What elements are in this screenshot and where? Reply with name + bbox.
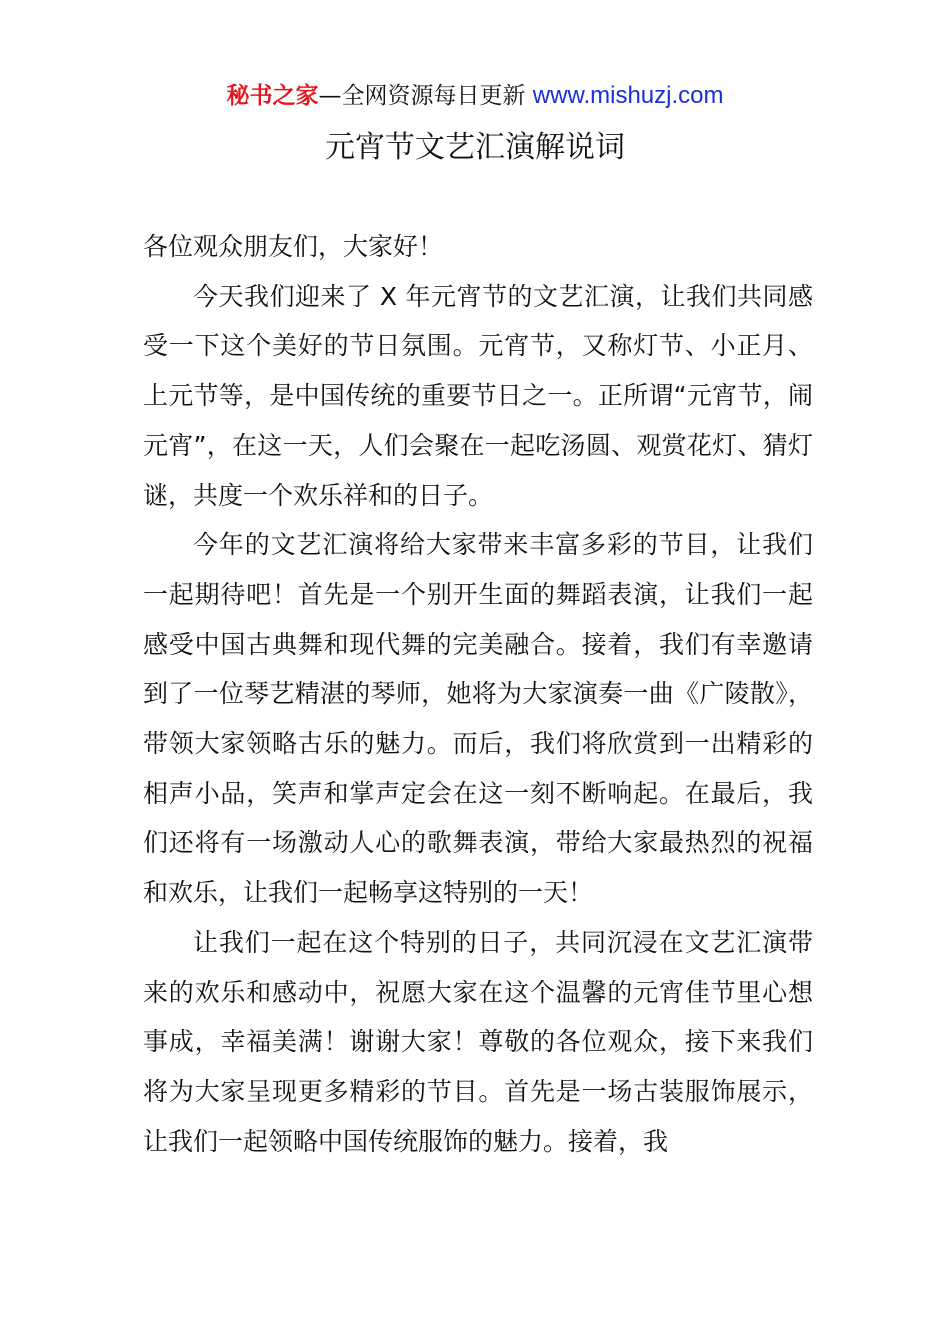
- paragraph: 今年的文艺汇演将给大家带来丰富多彩的节目，让我们一起期待吧！首先是一个别开生面的舞蹈表演，让我们一起感受中国古典舞和现代舞的完美融合。接着，我们有幸邀请到了一位琴艺精湛的琴师，她将为大家演奏一曲《广陵散》，带领大家领略古乐的魅力。而后，我们将欣赏到一出精彩的相声小品，笑声和掌声定会在这一刻不断响起。在最后，我们还将有一场激动人心的歌舞表演，带给大家最热烈的祝福和欢乐，让我们一起畅享这特别的一天！: [143, 530, 813, 908]
- paragraph: 让我们一起在这个特别的日子，共同沉浸在文艺汇演带来的欢乐和感动中，祝愿大家在这个温馨的元宵佳节里心想事成，幸福美满！谢谢大家！尊敬的各位观众，接下来我们将为大家呈现更多精彩的节目。首先是一场古装服饰展示，让我们一起领略中国传统服饰的魅力。接着，我: [143, 927, 813, 1156]
- header-url-link[interactable]: www.mishuzj.com: [532, 82, 724, 109]
- document-body: [143, 222, 813, 1166]
- brand-name: 秘书之家: [226, 83, 319, 109]
- page-header: [0, 80, 950, 112]
- document-title: 元宵节文艺汇演解说词: [325, 130, 625, 165]
- greeting-line: 各位观众朋友们，大家好！: [143, 232, 444, 261]
- paragraph: 今天我们迎来了 X 年元宵节的文艺汇演，让我们共同感受一下这个美好的节日氛围。元宵节，又称灯节、小正月、上元节等，是中国传统的重要节日之一。正所谓“元宵节，闹元宵”，在这一天，人们会聚在一起吃汤圆、观赏花灯、猜灯谜，共度一个欢乐祥和的日子。: [143, 281, 813, 510]
- header-tagline: —全网资源每日更新: [318, 83, 533, 109]
